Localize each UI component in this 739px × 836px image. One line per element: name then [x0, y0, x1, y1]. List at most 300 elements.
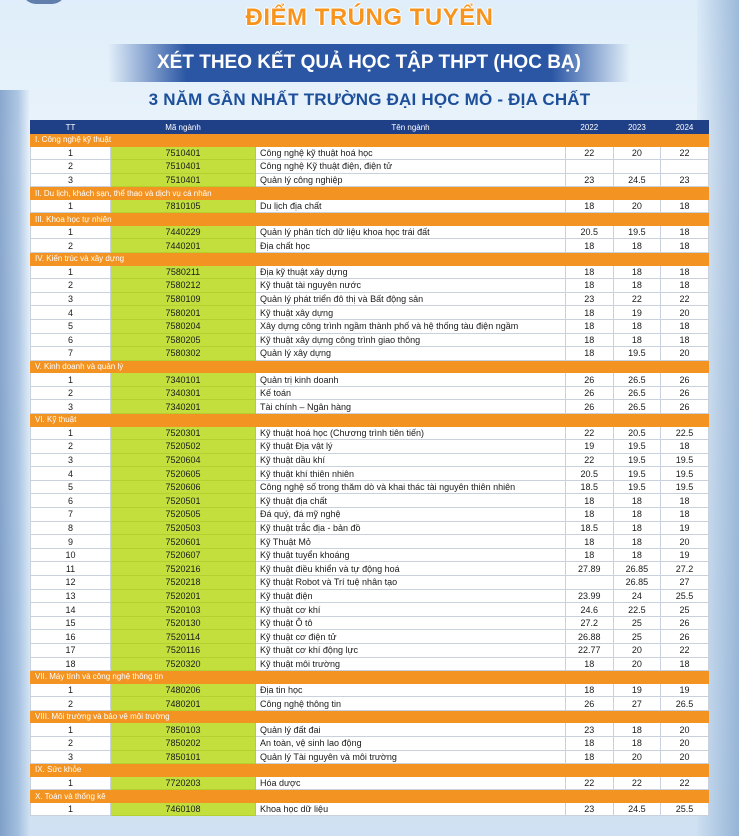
score-2024 — [661, 160, 709, 174]
major-code: 7520607 — [111, 548, 256, 562]
score-2023: 20 — [613, 750, 661, 764]
major-name: Kỹ thuật cơ điện tử — [256, 630, 566, 644]
score-2024: 22 — [661, 776, 709, 790]
row-tt: 15 — [31, 616, 111, 630]
major-code: 7850103 — [111, 723, 256, 737]
row-tt: 3 — [31, 173, 111, 187]
score-2023: 25 — [613, 630, 661, 644]
row-tt: 7 — [31, 508, 111, 522]
major-name: Quản lý phát triển đô thị và Bất động sản — [256, 292, 566, 306]
group-label: III. Khoa học tự nhiên — [31, 213, 709, 226]
score-2022: 18 — [566, 319, 614, 333]
score-2024: 25.5 — [661, 589, 709, 603]
score-2022: 18 — [566, 199, 614, 213]
score-2023: 18 — [613, 521, 661, 535]
table-body — [31, 134, 709, 816]
table-row — [31, 440, 709, 454]
major-code: 7580211 — [111, 265, 256, 279]
major-code: 7520605 — [111, 467, 256, 481]
row-tt: 1 — [31, 723, 111, 737]
score-2024: 26 — [661, 400, 709, 414]
major-code: 7520130 — [111, 616, 256, 630]
score-2023: 18 — [613, 319, 661, 333]
row-tt: 2 — [31, 160, 111, 174]
table-row — [31, 292, 709, 306]
score-2022: 18 — [566, 306, 614, 320]
table-row — [31, 562, 709, 576]
row-tt: 18 — [31, 657, 111, 671]
page-title: ĐIỂM TRÚNG TUYỂN — [245, 4, 494, 31]
group-label: VI. Kỹ thuật — [31, 414, 709, 427]
row-tt: 1 — [31, 426, 111, 440]
score-2022: 26.88 — [566, 630, 614, 644]
table-row — [31, 347, 709, 361]
table-row — [31, 239, 709, 253]
table-row — [31, 723, 709, 737]
major-code: 7580212 — [111, 279, 256, 293]
major-name: Kỹ thuật địa chất — [256, 494, 566, 508]
table-row — [31, 616, 709, 630]
score-2022: 18 — [566, 535, 614, 549]
table-row — [31, 146, 709, 160]
major-name: Kỹ thuật tài nguyên nước — [256, 279, 566, 293]
score-2024: 18 — [661, 199, 709, 213]
table-row — [31, 480, 709, 494]
col-header-2023: 2023 — [613, 121, 661, 134]
row-tt: 4 — [31, 467, 111, 481]
score-2024: 25 — [661, 603, 709, 617]
score-2024: 26.5 — [661, 697, 709, 711]
major-name: Kỹ thuật xây dựng — [256, 306, 566, 320]
major-name: Kỹ thuật điện — [256, 589, 566, 603]
major-code: 7520501 — [111, 494, 256, 508]
group-row — [31, 213, 709, 226]
table-row — [31, 386, 709, 400]
score-2022: 18 — [566, 657, 614, 671]
row-tt: 1 — [31, 776, 111, 790]
major-name: Kỹ thuật môi trường — [256, 657, 566, 671]
score-2022: 23 — [566, 802, 614, 816]
table-row — [31, 576, 709, 590]
major-name: Quản trị kinh doanh — [256, 373, 566, 387]
major-name: Tài chính – Ngân hàng — [256, 400, 566, 414]
major-name: Quản lý xây dựng — [256, 347, 566, 361]
score-2022: 23 — [566, 292, 614, 306]
table-row — [31, 467, 709, 481]
major-code: 7580109 — [111, 292, 256, 306]
major-code: 7520216 — [111, 562, 256, 576]
score-2022: 19 — [566, 440, 614, 454]
score-2022: 18 — [566, 548, 614, 562]
major-code: 7510401 — [111, 146, 256, 160]
major-name: Kỹ thuật điều khiển và tự động hoá — [256, 562, 566, 576]
score-2024: 18 — [661, 265, 709, 279]
score-2024: 20 — [661, 723, 709, 737]
major-code: 7520606 — [111, 480, 256, 494]
score-2023: 19.5 — [613, 225, 661, 239]
group-label: VII. Máy tính và công nghệ thông tin — [31, 671, 709, 684]
score-2024: 18 — [661, 225, 709, 239]
major-code: 7720203 — [111, 776, 256, 790]
score-2024: 19 — [661, 683, 709, 697]
row-tt: 1 — [31, 265, 111, 279]
group-row — [31, 253, 709, 266]
major-name: Xây dựng công trình ngầm thành phố và hệ thống tàu điện ngầm — [256, 319, 566, 333]
row-tt: 12 — [31, 576, 111, 590]
background-decoration-left — [0, 90, 30, 836]
score-2023: 22 — [613, 292, 661, 306]
row-tt: 5 — [31, 319, 111, 333]
table-row — [31, 373, 709, 387]
major-code: 7340101 — [111, 373, 256, 387]
group-label: VIII. Môi trường và bảo vệ môi trường — [31, 710, 709, 723]
score-2023: 18 — [613, 548, 661, 562]
group-row — [31, 790, 709, 803]
score-2024: 20 — [661, 736, 709, 750]
major-code: 7520601 — [111, 535, 256, 549]
row-tt: 3 — [31, 750, 111, 764]
score-2024: 19.5 — [661, 467, 709, 481]
score-2023: 18 — [613, 333, 661, 347]
group-label: V. Kinh doanh và quản lý — [31, 360, 709, 373]
col-header-code: Mã ngành — [111, 121, 256, 134]
score-2022: 18 — [566, 736, 614, 750]
major-code: 7580204 — [111, 319, 256, 333]
group-label: IX. Sức khỏe — [31, 764, 709, 777]
major-code: 7520116 — [111, 644, 256, 658]
table-row — [31, 199, 709, 213]
score-2024: 26 — [661, 616, 709, 630]
score-2023: 25 — [613, 616, 661, 630]
score-2024: 20 — [661, 535, 709, 549]
score-2023: 18 — [613, 265, 661, 279]
table-row — [31, 750, 709, 764]
group-row — [31, 710, 709, 723]
major-name: Địa kỹ thuật xây dựng — [256, 265, 566, 279]
score-2024: 23 — [661, 173, 709, 187]
major-code: 7340201 — [111, 400, 256, 414]
major-code: 7510401 — [111, 173, 256, 187]
major-name: Kế toán — [256, 386, 566, 400]
score-2023: 19 — [613, 306, 661, 320]
table-row — [31, 521, 709, 535]
table-row — [31, 160, 709, 174]
score-2022: 23 — [566, 173, 614, 187]
major-name: Kỹ thuật xây dựng công trình giao thông — [256, 333, 566, 347]
group-row — [31, 764, 709, 777]
major-code: 7520114 — [111, 630, 256, 644]
table-row — [31, 697, 709, 711]
score-2023: 26.85 — [613, 562, 661, 576]
major-name: Kỹ thuật hoá học (Chương trình tiên tiến) — [256, 426, 566, 440]
major-name: Đá quý, đá mỹ nghệ — [256, 508, 566, 522]
major-code: 7520505 — [111, 508, 256, 522]
table-row — [31, 589, 709, 603]
score-2024: 26 — [661, 373, 709, 387]
major-code: 7850101 — [111, 750, 256, 764]
score-2024: 19 — [661, 521, 709, 535]
table-row — [31, 603, 709, 617]
major-name: Kỹ thuật tuyển khoáng — [256, 548, 566, 562]
group-row — [31, 414, 709, 427]
score-2024: 27.2 — [661, 562, 709, 576]
score-2023: 19.5 — [613, 347, 661, 361]
table-row — [31, 453, 709, 467]
score-2024: 22.5 — [661, 426, 709, 440]
score-2024: 20 — [661, 750, 709, 764]
col-header-name: Tên ngành — [256, 121, 566, 134]
score-2022: 22.77 — [566, 644, 614, 658]
score-2024: 22 — [661, 292, 709, 306]
group-label: X. Toán và thống kê — [31, 790, 709, 803]
major-code: 7520103 — [111, 603, 256, 617]
score-2023: 19 — [613, 683, 661, 697]
major-code: 7520502 — [111, 440, 256, 454]
row-tt: 2 — [31, 697, 111, 711]
major-name: Hóa dược — [256, 776, 566, 790]
table-row — [31, 494, 709, 508]
score-2022: 18 — [566, 279, 614, 293]
major-name: Địa chất học — [256, 239, 566, 253]
table-row — [31, 279, 709, 293]
row-tt: 3 — [31, 400, 111, 414]
table-row — [31, 173, 709, 187]
row-tt: 1 — [31, 146, 111, 160]
major-code: 7520604 — [111, 453, 256, 467]
row-tt: 2 — [31, 440, 111, 454]
score-2024: 18 — [661, 508, 709, 522]
row-tt: 1 — [31, 225, 111, 239]
group-label: I. Công nghệ kỹ thuật — [31, 134, 709, 147]
score-2022: 18.5 — [566, 521, 614, 535]
score-2024: 27 — [661, 576, 709, 590]
major-name: Kỹ Thuật Mỏ — [256, 535, 566, 549]
group-row — [31, 360, 709, 373]
table-row — [31, 265, 709, 279]
col-header-tt: TT — [31, 121, 111, 134]
table-row — [31, 802, 709, 816]
score-2022: 26 — [566, 400, 614, 414]
major-code: 7440201 — [111, 239, 256, 253]
major-code: 7480201 — [111, 697, 256, 711]
row-tt: 17 — [31, 644, 111, 658]
major-code: 7480206 — [111, 683, 256, 697]
table-header-row — [31, 121, 709, 134]
score-2023: 19.5 — [613, 453, 661, 467]
major-code: 7520301 — [111, 426, 256, 440]
score-2024: 18 — [661, 333, 709, 347]
major-code: 7580201 — [111, 306, 256, 320]
row-tt: 1 — [31, 373, 111, 387]
admission-method-banner: XÉT THEO KẾT QUẢ HỌC TẬP THPT (HỌC BẠ) — [108, 44, 630, 82]
row-tt: 1 — [31, 802, 111, 816]
score-2024: 26 — [661, 386, 709, 400]
score-2024: 18 — [661, 239, 709, 253]
major-code: 7810105 — [111, 199, 256, 213]
score-2022: 20.5 — [566, 225, 614, 239]
table-row — [31, 776, 709, 790]
score-2024: 19 — [661, 548, 709, 562]
group-row — [31, 671, 709, 684]
score-2023: 18 — [613, 279, 661, 293]
major-code: 7580205 — [111, 333, 256, 347]
score-2022: 23 — [566, 723, 614, 737]
score-2022: 22 — [566, 146, 614, 160]
score-2024: 18 — [661, 440, 709, 454]
table-row — [31, 736, 709, 750]
group-label: II. Du lịch, khách sạn, thể thao và dịch vụ cá nhân — [31, 187, 709, 200]
score-2023: 24 — [613, 589, 661, 603]
admission-score-table — [30, 120, 709, 816]
row-tt: 2 — [31, 239, 111, 253]
score-2023: 26.5 — [613, 386, 661, 400]
major-code: 7440229 — [111, 225, 256, 239]
score-2023: 20 — [613, 657, 661, 671]
score-2024: 25.5 — [661, 802, 709, 816]
score-2023: 19.5 — [613, 480, 661, 494]
major-code: 7850202 — [111, 736, 256, 750]
major-name: Kỹ thuật cơ khí — [256, 603, 566, 617]
major-name: Công nghệ kỹ thuật hoá học — [256, 146, 566, 160]
row-tt: 8 — [31, 521, 111, 535]
score-2024: 20 — [661, 347, 709, 361]
score-2023: 27 — [613, 697, 661, 711]
major-code: 7460108 — [111, 802, 256, 816]
table-row — [31, 333, 709, 347]
score-2023 — [613, 160, 661, 174]
major-name: Địa tin học — [256, 683, 566, 697]
score-2024: 19.5 — [661, 480, 709, 494]
page-subtitle: 3 NĂM GẦN NHẤT TRƯỜNG ĐẠI HỌC MỎ - ĐỊA CHẤT — [148, 90, 591, 109]
score-2024: 18 — [661, 279, 709, 293]
score-2023: 20 — [613, 644, 661, 658]
major-name: An toàn, vệ sinh lao động — [256, 736, 566, 750]
score-2022: 18 — [566, 239, 614, 253]
score-2022: 18 — [566, 347, 614, 361]
score-2023: 22 — [613, 776, 661, 790]
score-2024: 18 — [661, 319, 709, 333]
major-name: Kỹ thuật trắc địa - bản đồ — [256, 521, 566, 535]
score-2024: 19.5 — [661, 453, 709, 467]
major-name: Kỹ thuật Địa vật lý — [256, 440, 566, 454]
row-tt: 7 — [31, 347, 111, 361]
table-row — [31, 657, 709, 671]
score-2022: 20.5 — [566, 467, 614, 481]
table-row — [31, 306, 709, 320]
score-2023: 26.85 — [613, 576, 661, 590]
table-row — [31, 508, 709, 522]
score-2023: 24.5 — [613, 802, 661, 816]
score-2022: 23.99 — [566, 589, 614, 603]
score-2024: 18 — [661, 657, 709, 671]
row-tt: 4 — [31, 306, 111, 320]
score-2023: 18 — [613, 535, 661, 549]
score-2024: 22 — [661, 644, 709, 658]
major-name: Kỹ thuật khí thiên nhiên — [256, 467, 566, 481]
group-label: IV. Kiến trúc và xây dựng — [31, 253, 709, 266]
table-row — [31, 319, 709, 333]
major-name: Quản lý đất đai — [256, 723, 566, 737]
score-2022 — [566, 160, 614, 174]
row-tt: 3 — [31, 292, 111, 306]
row-tt: 9 — [31, 535, 111, 549]
score-2022: 26 — [566, 386, 614, 400]
score-2022: 22 — [566, 426, 614, 440]
major-code: 7510401 — [111, 160, 256, 174]
major-name: Kỹ thuật dầu khí — [256, 453, 566, 467]
score-2024: 18 — [661, 494, 709, 508]
admission-score-table-container — [30, 120, 708, 816]
major-name: Công nghệ số trong thăm dò và khai thác tài nguyên thiên nhiên — [256, 480, 566, 494]
table-row — [31, 683, 709, 697]
score-2022: 27.2 — [566, 616, 614, 630]
score-2024: 22 — [661, 146, 709, 160]
col-header-2022: 2022 — [566, 121, 614, 134]
major-code: 7580302 — [111, 347, 256, 361]
score-2023: 24.5 — [613, 173, 661, 187]
score-2023: 22.5 — [613, 603, 661, 617]
score-2022: 26 — [566, 373, 614, 387]
row-tt: 3 — [31, 453, 111, 467]
major-code: 7520320 — [111, 657, 256, 671]
score-2023: 20 — [613, 199, 661, 213]
major-name: Khoa học dữ liệu — [256, 802, 566, 816]
row-tt: 11 — [31, 562, 111, 576]
score-2024: 20 — [661, 306, 709, 320]
score-2022: 18.5 — [566, 480, 614, 494]
major-code: 7520201 — [111, 589, 256, 603]
score-2022: 18 — [566, 683, 614, 697]
major-code: 7340301 — [111, 386, 256, 400]
group-row — [31, 134, 709, 147]
table-row — [31, 426, 709, 440]
row-tt: 10 — [31, 548, 111, 562]
major-name: Công nghệ thông tin — [256, 697, 566, 711]
score-2022: 18 — [566, 333, 614, 347]
major-name: Kỹ thuật cơ khí động lực — [256, 644, 566, 658]
score-2022: 18 — [566, 265, 614, 279]
row-tt: 1 — [31, 683, 111, 697]
score-2023: 19.5 — [613, 467, 661, 481]
row-tt: 6 — [31, 494, 111, 508]
score-2022: 24.6 — [566, 603, 614, 617]
major-name: Quản lý Tài nguyên và môi trường — [256, 750, 566, 764]
group-row — [31, 187, 709, 200]
score-2022: 18 — [566, 508, 614, 522]
score-2023: 18 — [613, 723, 661, 737]
score-2024: 26 — [661, 630, 709, 644]
major-name: Quản lý công nghiệp — [256, 173, 566, 187]
major-name: Công nghệ Kỹ thuật điện, điện tử — [256, 160, 566, 174]
score-2022: 22 — [566, 776, 614, 790]
major-name: Du lịch địa chất — [256, 199, 566, 213]
row-tt: 2 — [31, 279, 111, 293]
col-header-2024: 2024 — [661, 121, 709, 134]
row-tt: 5 — [31, 480, 111, 494]
row-tt: 1 — [31, 199, 111, 213]
score-2022: 18 — [566, 494, 614, 508]
score-2023: 20.5 — [613, 426, 661, 440]
table-row — [31, 630, 709, 644]
major-name: Kỹ thuật Ô tô — [256, 616, 566, 630]
major-code: 7520503 — [111, 521, 256, 535]
score-2022 — [566, 576, 614, 590]
major-code: 7520218 — [111, 576, 256, 590]
table-row — [31, 535, 709, 549]
score-2023: 20 — [613, 146, 661, 160]
row-tt: 6 — [31, 333, 111, 347]
score-2023: 18 — [613, 736, 661, 750]
